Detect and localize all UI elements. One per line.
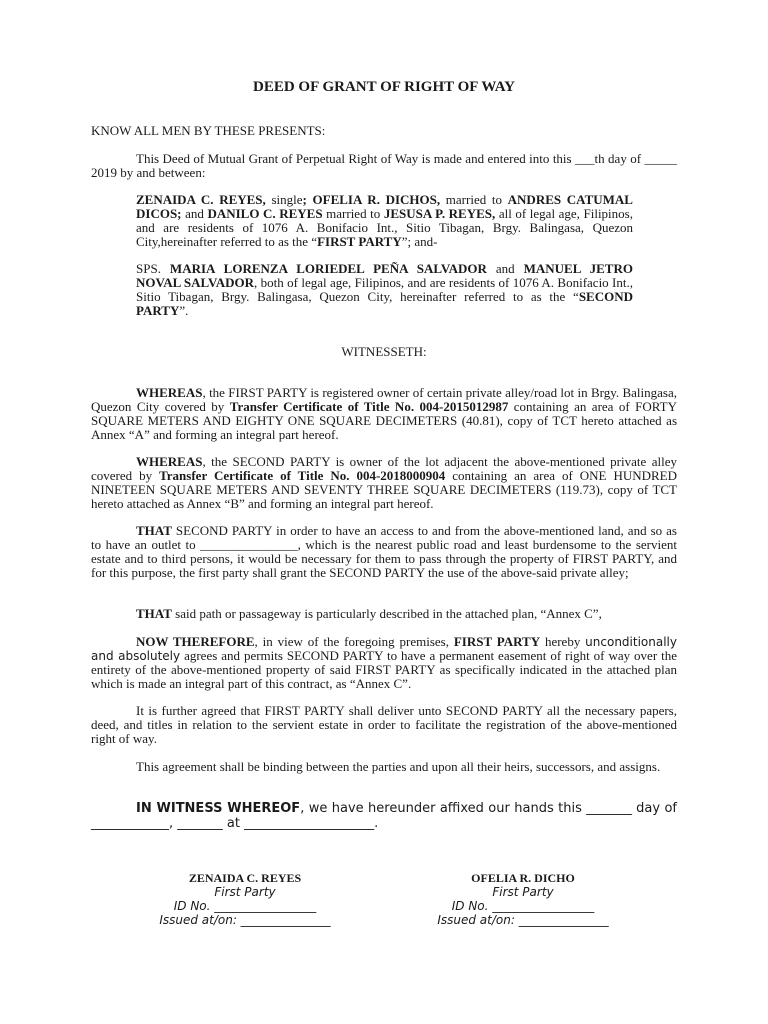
signatory-role: First Party bbox=[214, 885, 276, 899]
tct-number: Transfer Certificate of Title No. 004-2018000904 bbox=[159, 468, 446, 483]
signatory-role: First Party bbox=[492, 885, 554, 899]
first-party-paragraph: ZENAIDA C. REYES, single; OFELIA R. DICHOS, married to ANDRES CATUMAL DICOS; and DANILO C. REYES married to JESUSA P. REYES, all of legal age, Filipinos, and are residents of 1076 A. Bonifacio Int., Sitio Tibagan, Brgy. Balingasa, Quezon City,hereinafter referred to as the “FIRST PARTY”; and- bbox=[136, 192, 633, 249]
that-paragraph-1: THAT SECOND PARTY in order to have an access to and from the above-mentioned land, and so as to have an outlet to _______________, which is the nearest public road and least burdensome to the servient estate and to third persons, it would be necessary for them to pass through the property of FIRST PARTY, and for this purpose, the first party shall grant the SECOND PARTY the use of the above-said private alley; bbox=[91, 523, 677, 580]
clause-keyword: WHEREAS bbox=[136, 454, 203, 469]
id-number-line: ID No. _________________ bbox=[451, 899, 595, 913]
party-name: OFELIA R. DICHOS, bbox=[312, 192, 441, 207]
now-therefore-paragraph: NOW THEREFORE, in view of the foregoing premises, FIRST PARTY hereby unconditionally and absolutely agrees and permits SECOND PARTY to have a permanent easement of right of way over the entirety of the above-mentioned property of said FIRST PARTY as specifically indicated in the attached plan which is made an integral part of this contract, as “Annex C”. bbox=[91, 634, 677, 691]
signature-block-1 bbox=[115, 871, 375, 927]
opening-paragraph bbox=[91, 152, 677, 180]
binding-paragraph: This agreement shall be binding between the parties and upon all their heirs, successors, and assigns. bbox=[136, 759, 661, 774]
clause-keyword: THAT bbox=[136, 606, 172, 621]
clause-keyword: NOW THEREFORE bbox=[136, 634, 255, 649]
id-number-line: ID No. _________________ bbox=[173, 899, 317, 913]
tct-number: Transfer Certificate of Title No. 004-2015012987 bbox=[229, 399, 509, 414]
party-name: DANILO C. REYES bbox=[207, 206, 323, 221]
whereas-paragraph-1: WHEREAS, the FIRST PARTY is registered owner of certain private alley/road lot in Brgy. Balingasa, Quezon City covered by Transfer Certificate of Title No. 004-2015012987 containing an area of FORTY SQUARE METERS AND EIGHTY ONE SQUARE DECIMETERS (40.81), copy of TCT hereto attached as Annex “A” and forming an integral part hereof. bbox=[91, 385, 677, 442]
opening-text: This Deed of Mutual Grant of Perpetual Right of Way is made and entered into this ___th day of _____ 2019 by and between: bbox=[91, 151, 677, 180]
party-name: MANUEL JETRO NOVAL SALVADOR bbox=[136, 261, 633, 290]
clause-keyword: IN WITNESS WHEREOF bbox=[136, 801, 301, 816]
second-party-paragraph: SPS. MARIA LORENZA LORIEDEL PEÑA SALVADOR and MANUEL JETRO NOVAL SALVADOR, both of legal age, Filipinos, and are residents of 1076 A. Bonifacio Int., Sitio Tibagan, Brgy. Balingasa, Quezon City, hereinafter referred to as the “SECOND PARTY”. bbox=[136, 261, 633, 318]
intro-line: KNOW ALL MEN BY THESE PRESENTS: bbox=[91, 123, 326, 138]
issued-line: Issued at/on: _______________ bbox=[437, 913, 609, 927]
party-name: ANDRES CATUMAL DICOS; bbox=[136, 192, 633, 221]
document-title: DEED OF GRANT OF RIGHT OF WAY bbox=[253, 79, 515, 95]
first-party-label: FIRST PARTY bbox=[317, 234, 402, 249]
second-party-label: SECOND PARTY bbox=[136, 289, 633, 318]
that-paragraph-2: THAT said path or passageway is particularly described in the attached plan, “Annex C”, bbox=[136, 606, 602, 621]
clause-keyword: WHEREAS bbox=[136, 385, 203, 400]
signature-block-2 bbox=[393, 871, 653, 927]
whereas-paragraph-2: WHEREAS, the SECOND PARTY is owner of the lot adjacent the above-mentioned private alley covered by Transfer Certificate of Title No. 004-2018000904 containing an area of ONE HUNDRED NINETEEN SQUARE METERS AND SEVENTY THREE SQUARE DECIMETERS (119.73), copy of TCT hereto attached as Annex “B” and forming an integral part hereof. bbox=[91, 454, 677, 511]
party-name: JESUSA P. REYES, bbox=[383, 206, 496, 221]
signatory-name: ZENAIDA C. REYES bbox=[188, 871, 302, 885]
party-name: MARIA LORENZA LORIEDEL PEÑA SALVADOR bbox=[169, 261, 487, 276]
clause-keyword: THAT bbox=[136, 523, 172, 538]
signatory-name: OFELIA R. DICHO bbox=[471, 871, 575, 885]
issued-line: Issued at/on: _______________ bbox=[159, 913, 331, 927]
further-agreed-paragraph: It is further agreed that FIRST PARTY shall deliver unto SECOND PARTY all the necessary papers, deed, and titles in relation to the servient estate in order to facilitate the registration of the above-mentioned right of way. bbox=[91, 703, 677, 746]
party-name: ZENAIDA C. REYES, bbox=[136, 192, 266, 207]
witnesseth-heading: WITNESSETH: bbox=[341, 344, 427, 359]
witness-whereof-paragraph: IN WITNESS WHEREOF, we have hereunder affixed our hands this _______ day of ____________, _______ at ____________________. bbox=[91, 801, 677, 831]
